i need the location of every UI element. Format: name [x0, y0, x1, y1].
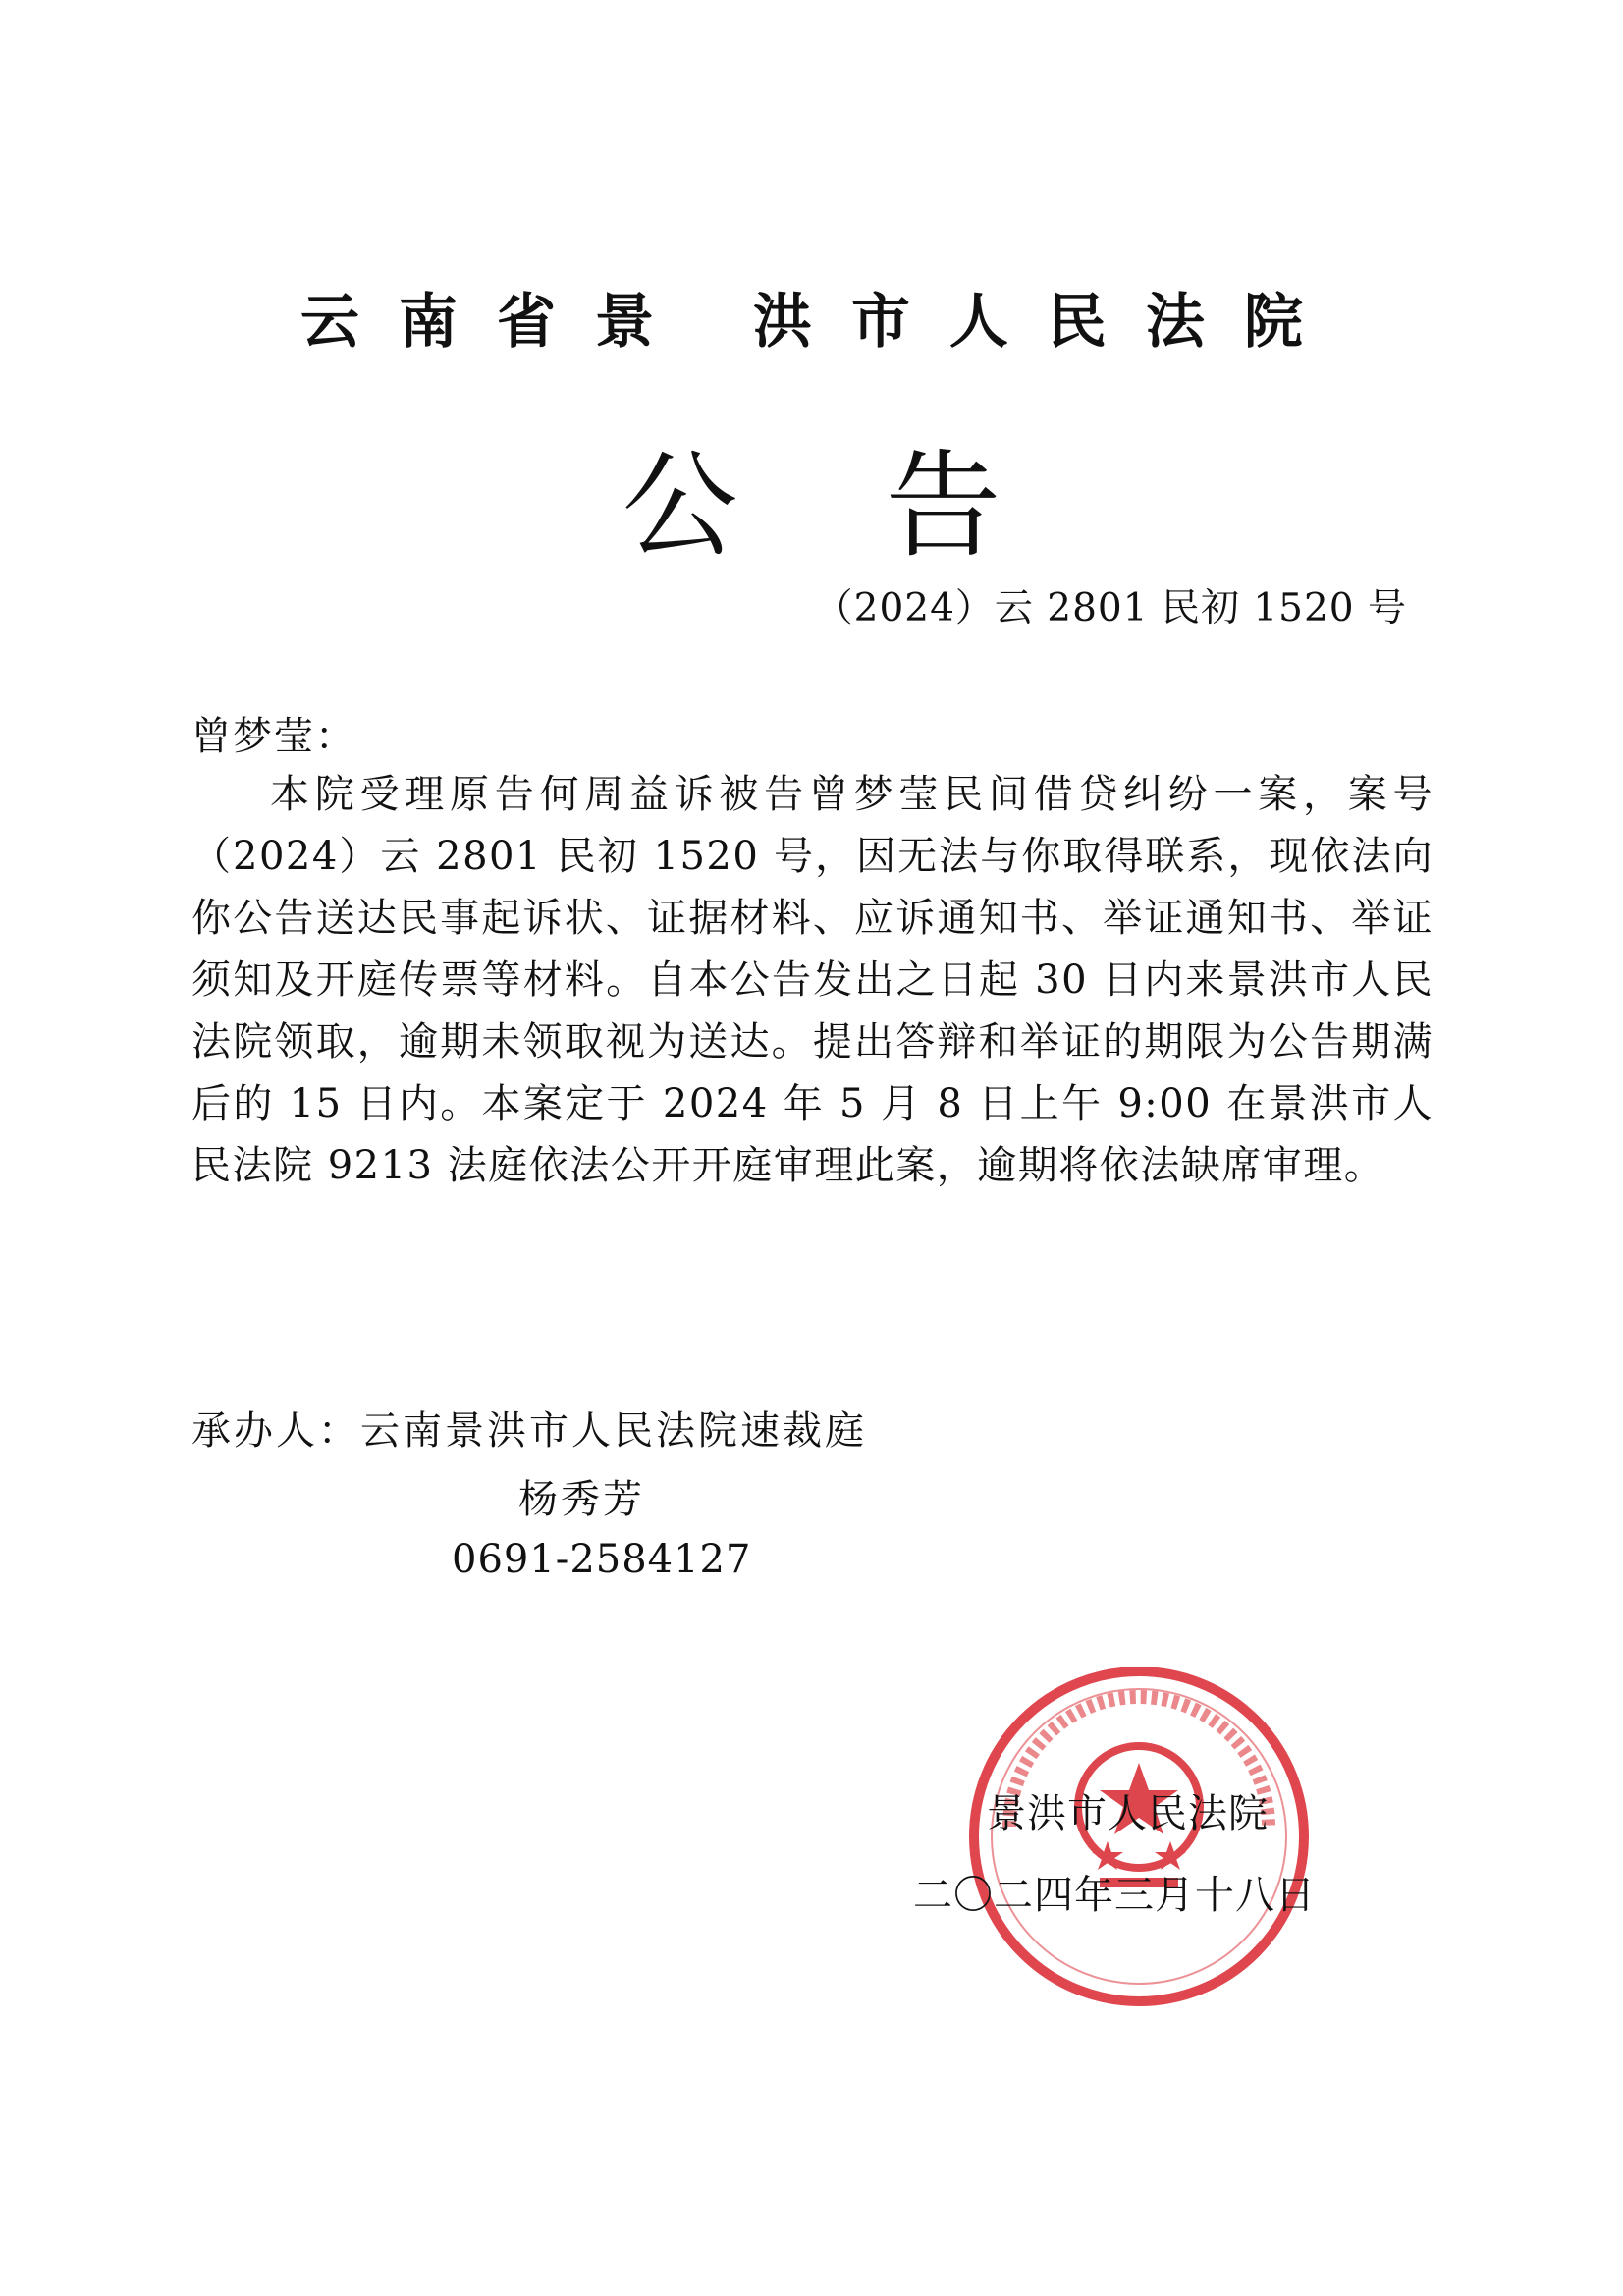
- handler-line: 承办人：云南景洪市人民法院速裁庭: [191, 1408, 867, 1453]
- addressee: 曾梦莹：: [191, 714, 356, 759]
- document-title: 公告: [622, 438, 1149, 574]
- case-number: （2024）云 2801 民初 1520 号: [814, 586, 1407, 630]
- handler-phone: 0691-2584127: [452, 1537, 752, 1582]
- court-name-heading: 云南省景 洪市人民法院: [300, 288, 1342, 356]
- signature-date: 二〇二四年三月十八日: [913, 1873, 1316, 1918]
- notice-body: 本院受理原告何周益诉被告曾梦莹民间借贷纠纷一案，案号（2024）云 2801 民初 1520 号，因无法与你取得联系，现依法向你公告送达民事起诉状、证据材料、应诉通知书、举证通知书、举证须知及开庭传票等材料。自本公告发出之日起 30 日内来景洪市人民法院领取，逾期未领取视为送达。提出答辩和举证的期限为公告期满后的 15 日内。本案定于 2024 年 5 月 8 日上午 9:00 在景洪市人民法院 9213 法庭依法公开开庭审理此案，逾期将依法缺席审理。: [191, 772, 1434, 1188]
- signature-court: 景洪市人民法院: [987, 1791, 1269, 1836]
- handler-name: 杨秀芳: [518, 1477, 645, 1522]
